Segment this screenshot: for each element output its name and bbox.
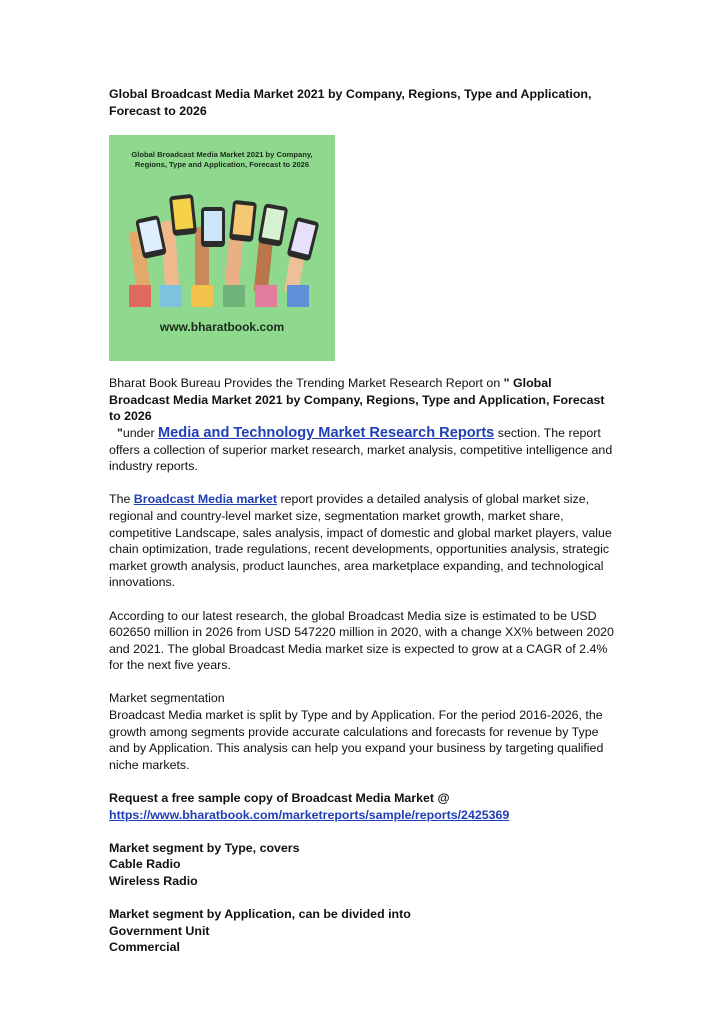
segment-by-type-heading: Market segment by Type, covers bbox=[109, 840, 300, 855]
segment-application-item: Government Unit bbox=[109, 923, 210, 938]
para2-lead: The bbox=[109, 492, 134, 507]
cover-footer-url: www.bharatbook.com bbox=[159, 320, 285, 335]
sample-request-link[interactable]: https://www.bharatbook.com/marketreports/sample/reports/2425369 bbox=[109, 807, 510, 822]
media-technology-reports-link[interactable]: Media and Technology Market Research Reports bbox=[158, 424, 495, 441]
cover-heading-line2: Regions, Type and Application, Forecast to 2026 bbox=[134, 160, 310, 170]
segment-application-item: Commercial bbox=[109, 940, 180, 955]
intro-rest: section. The report offers a collection of superior market research, market analysis, competitive intelligence and industry reports. bbox=[109, 425, 613, 474]
description-paragraph bbox=[109, 491, 615, 591]
intro-report-name: Global Broadcast Media Market 2021 by Company, Regions, Type and Application, Forecast to 2026 bbox=[109, 376, 605, 424]
intro-paragraph bbox=[109, 375, 615, 475]
page-title: Global Broadcast Media Market 2021 by Company, Regions, Type and Application, Forecast to 2026 bbox=[109, 87, 592, 118]
sample-request-label: Request a free sample copy of Broadcast Media Market @ bbox=[109, 791, 450, 806]
segmentation-heading: Market segmentation bbox=[109, 691, 225, 706]
broadcast-media-market-link[interactable]: Broadcast Media market bbox=[133, 492, 278, 507]
intro-under: under bbox=[122, 425, 159, 440]
segmentation-body: Broadcast Media market is split by Type and by Application. For the period 2016-2026, the growth among segments provide accurate calculations and forecasts for revenue by Type and by Application. This analysis can help you expand your business by targeting qualified niche markets. bbox=[109, 708, 604, 772]
cover-image bbox=[109, 135, 335, 361]
para2-rest: report provides a detailed analysis of global market size, regional and country-level market size, segmentation market growth, market share, competitive Landscape, sales analysis, impact of domestic and global market players, value chain optimization, trade regulations, recent developments, opportunities analysis, strategic market growth analysis, product launches, area marketplace expanding, and technological innovations. bbox=[109, 492, 612, 590]
intro-lead: Bharat Book Bureau Provides the Trending Market Research Report on bbox=[109, 376, 504, 391]
segment-type-item: Wireless Radio bbox=[109, 874, 198, 888]
cover-heading-line1: Global Broadcast Media Market 2021 by Company, bbox=[131, 150, 313, 160]
segment-by-application-heading: Market segment by Application, can be divided into bbox=[109, 907, 411, 922]
intro-quote-close: " bbox=[117, 425, 123, 440]
intro-quote-open: " bbox=[503, 376, 513, 391]
segment-type-item: Cable Radio bbox=[109, 857, 181, 872]
market-size-paragraph: According to our latest research, the global Broadcast Media size is estimated to be USD 602650 million in 2026 from USD 547220 million in 2020, with a change XX% between 2020 and 2021. The global Broadcast Media market size is expected to grow at a CAGR of 2.4% for the next five years. bbox=[109, 608, 614, 673]
document-page bbox=[109, 86, 615, 956]
